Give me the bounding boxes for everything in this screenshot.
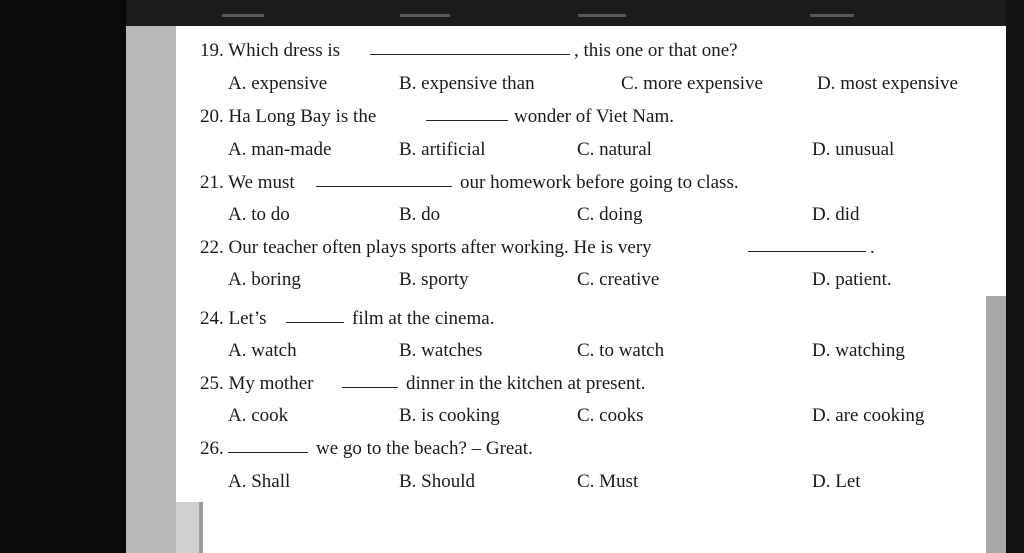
- option-b[interactable]: B. is cooking: [399, 405, 500, 426]
- option-c[interactable]: C. doing: [577, 204, 643, 225]
- option-d[interactable]: D. watching: [812, 340, 905, 361]
- question-22: [200, 234, 980, 262]
- answer-blank[interactable]: [286, 304, 344, 332]
- option-a[interactable]: A. Shall: [228, 471, 291, 492]
- question-19: [200, 37, 980, 65]
- question-text: 22. Our teacher often plays sports after working. He is very: [200, 237, 652, 258]
- options-22: [200, 266, 980, 294]
- answer-blank[interactable]: [316, 168, 452, 196]
- option-c[interactable]: C. natural: [577, 139, 652, 160]
- question-text-end: dinner in the kitchen at present.: [406, 373, 646, 394]
- option-b[interactable]: B. do: [399, 204, 441, 225]
- option-b[interactable]: B. Should: [399, 471, 476, 492]
- option-b[interactable]: B. sporty: [399, 269, 469, 290]
- question-text-end: we go to the beach? – Great.: [316, 438, 533, 459]
- options-20: [200, 136, 980, 164]
- option-a[interactable]: A. boring: [228, 269, 301, 290]
- answer-blank[interactable]: [370, 36, 570, 64]
- option-d[interactable]: D. most expensive: [817, 73, 958, 94]
- question-21: [200, 169, 980, 197]
- option-a[interactable]: A. cook: [228, 405, 289, 426]
- question-26: [200, 435, 980, 463]
- option-a[interactable]: A. man-made: [228, 139, 332, 160]
- option-a[interactable]: A. watch: [228, 340, 297, 361]
- question-24: [200, 305, 980, 333]
- option-d[interactable]: D. did: [812, 204, 860, 225]
- options-21: [200, 201, 980, 229]
- answer-blank[interactable]: [342, 369, 398, 397]
- option-c[interactable]: C. to watch: [577, 340, 665, 361]
- answer-blank[interactable]: [228, 434, 308, 462]
- question-text-end: .: [870, 237, 875, 258]
- question-text: 24. Let’s: [200, 308, 267, 329]
- options-24: [200, 337, 980, 365]
- question-text: 21. We must: [200, 172, 295, 193]
- option-b[interactable]: B. watches: [399, 340, 483, 361]
- option-c[interactable]: C. Must: [577, 471, 639, 492]
- question-text-end: film at the cinema.: [352, 308, 495, 329]
- option-b[interactable]: B. expensive than: [399, 73, 535, 94]
- option-d[interactable]: D. are cooking: [812, 405, 925, 426]
- option-a[interactable]: A. to do: [228, 204, 290, 225]
- options-26: [200, 468, 980, 496]
- question-text-end: , this one or that one?: [574, 40, 738, 61]
- question-text: 19. Which dress is: [200, 40, 341, 61]
- option-d[interactable]: D. patient.: [812, 269, 892, 290]
- option-c[interactable]: C. more expensive: [621, 73, 763, 94]
- question-text: 20. Ha Long Bay is the: [200, 106, 377, 127]
- option-d[interactable]: D. unusual: [812, 139, 895, 160]
- option-b[interactable]: B. artificial: [399, 139, 486, 160]
- question-25: [200, 370, 980, 398]
- question-20: [200, 103, 980, 131]
- question-text: 25. My mother: [200, 373, 314, 394]
- question-text-end: wonder of Viet Nam.: [514, 106, 674, 127]
- question-text-end: our homework before going to class.: [460, 172, 739, 193]
- answer-blank[interactable]: [426, 102, 508, 130]
- option-d[interactable]: D. Let: [812, 471, 861, 492]
- options-25: [200, 402, 980, 430]
- option-a[interactable]: A. expensive: [228, 73, 328, 94]
- question-text: 26.: [200, 438, 224, 459]
- option-c[interactable]: C. creative: [577, 269, 660, 290]
- answer-blank[interactable]: [748, 233, 866, 261]
- options-19: [200, 70, 980, 98]
- option-c[interactable]: C. cooks: [577, 405, 644, 426]
